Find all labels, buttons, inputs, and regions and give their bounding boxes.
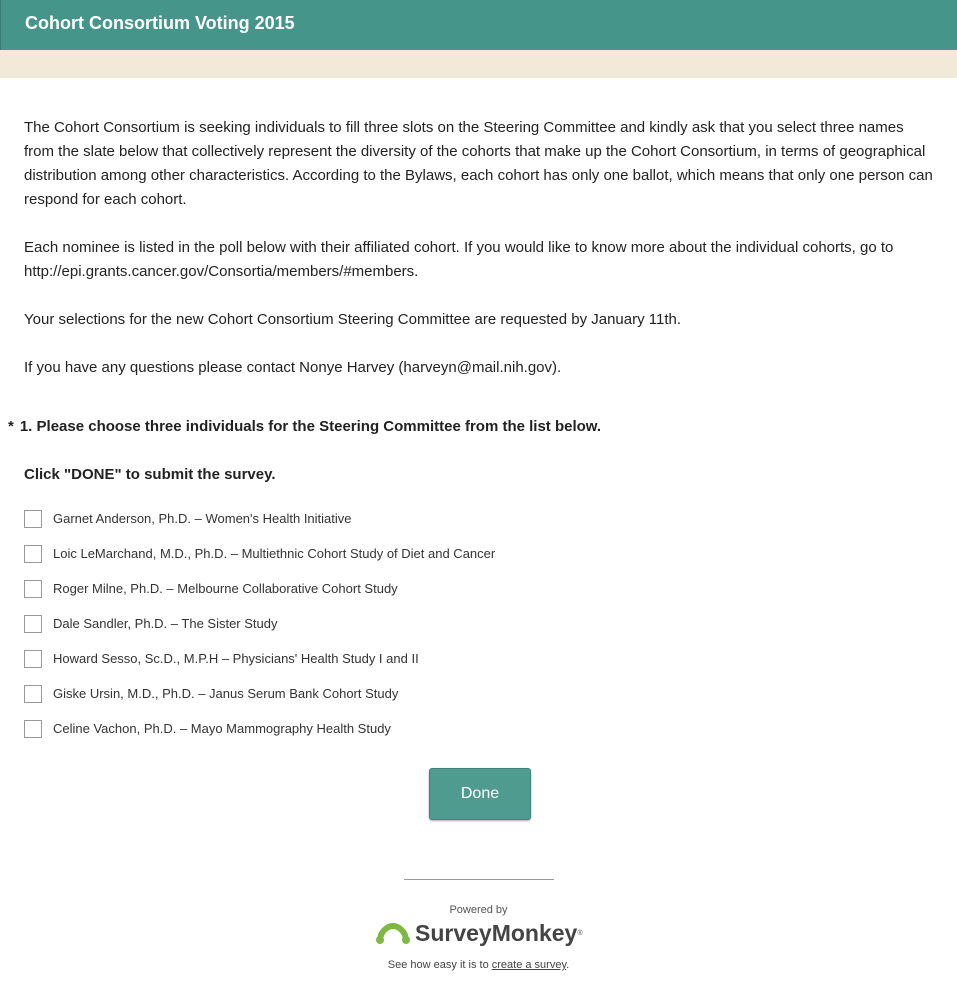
- intro-paragraph: Each nominee is listed in the poll below with their affiliated cohort. If you would like to know more about the individual cohorts, go to http://epi.grants.cancer.gov/Consortia/members/#members.: [24, 239, 894, 280]
- question-title: [8, 418, 601, 435]
- period: .: [566, 959, 570, 971]
- survey-title: Cohort Consortium Voting 2015: [25, 13, 295, 33]
- option-label: Roger Milne, Ph.D. – Melbourne Collaborative Cohort Study: [53, 581, 398, 596]
- checkbox[interactable]: [24, 580, 42, 598]
- options-list: [24, 501, 495, 746]
- option-3[interactable]: [24, 606, 495, 641]
- monkey-icon: [376, 923, 410, 945]
- intro-paragraph: If you have any questions please contact Nonye Harvey (harveyn@mail.nih.gov).: [24, 359, 562, 376]
- header-band: [0, 50, 957, 78]
- checkbox[interactable]: [24, 720, 42, 738]
- checkbox[interactable]: [24, 650, 42, 668]
- intro-text: [0, 78, 957, 380]
- option-0[interactable]: [24, 501, 495, 536]
- option-label: Celine Vachon, Ph.D. – Mayo Mammography Health Study: [53, 721, 391, 736]
- checkbox[interactable]: [24, 615, 42, 633]
- required-marker: *: [8, 418, 14, 435]
- option-1[interactable]: [24, 536, 495, 571]
- option-label: Giske Ursin, M.D., Ph.D. – Janus Serum Bank Cohort Study: [53, 686, 399, 701]
- option-5[interactable]: [24, 676, 495, 711]
- option-label: Howard Sesso, Sc.D., M.P.H – Physicians' Health Study I and II: [53, 651, 419, 666]
- question-subtext: Click "DONE" to submit the survey.: [24, 466, 276, 483]
- create-survey-link[interactable]: create a survey: [491, 959, 567, 971]
- intro-paragraph: The Cohort Consortium is seeking individuals to fill three slots on the Steering Committee and kindly ask that you select three names from the slate below that collectively represent the diversity of the cohorts that make up the Cohort Consortium, in terms of geographical distribution among other characteristics. According to the Bylaws, each cohort has only one ballot, which means that only one person can respond for each cohort.: [24, 119, 933, 208]
- option-label: Garnet Anderson, Ph.D. – Women's Health Initiative: [53, 511, 352, 526]
- footer-divider: [404, 879, 554, 880]
- powered-by: Powered by: [449, 904, 508, 916]
- registered-mark: ®: [577, 930, 583, 937]
- option-2[interactable]: [24, 571, 495, 606]
- intro-paragraph: Your selections for the new Cohort Consortium Steering Committee are requested by January 11th.: [24, 311, 682, 328]
- create-survey-text: [0, 959, 957, 971]
- option-6[interactable]: [24, 711, 495, 746]
- checkbox[interactable]: [24, 545, 42, 563]
- done-button[interactable]: Done: [429, 768, 531, 820]
- see-text: See how easy it is to: [387, 959, 492, 971]
- option-label: Loic LeMarchand, M.D., Ph.D. – Multiethnic Cohort Study of Diet and Cancer: [53, 546, 496, 561]
- surveymonkey-logo[interactable]: [376, 920, 583, 947]
- survey-header: [0, 0, 957, 50]
- checkbox[interactable]: [24, 685, 42, 703]
- brand-name: SurveyMonkey: [415, 920, 578, 946]
- question-text: 1. Please choose three individuals for the Steering Committee from the list below.: [19, 418, 602, 435]
- option-4[interactable]: [24, 641, 495, 676]
- checkbox[interactable]: [24, 510, 42, 528]
- option-label: Dale Sandler, Ph.D. – The Sister Study: [53, 616, 278, 631]
